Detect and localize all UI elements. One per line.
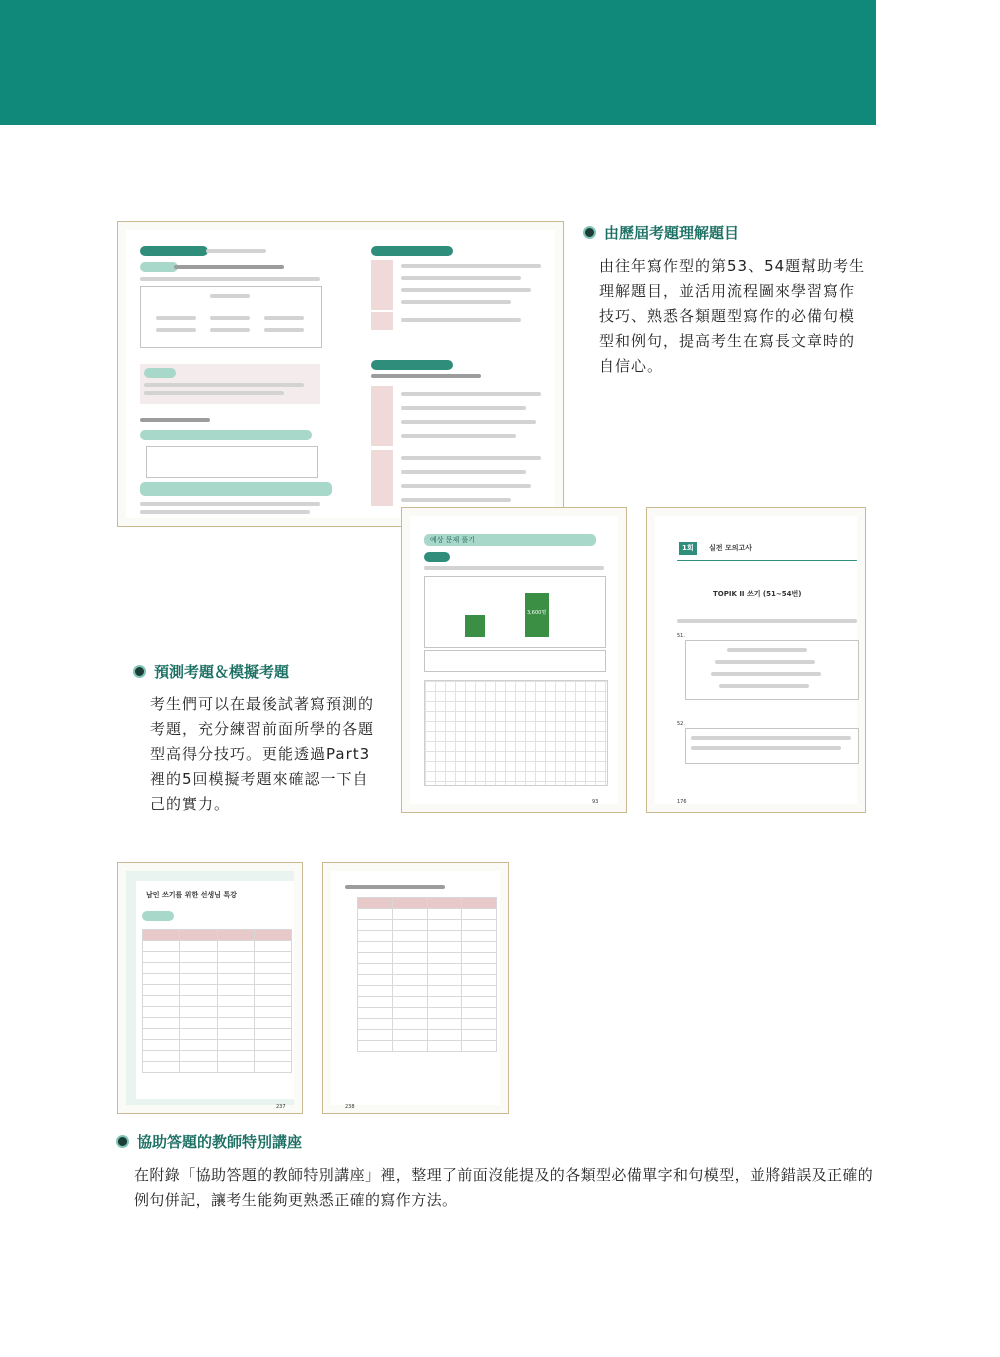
prediction-page-thumbnail: 예상 문제 풀기 3,600명 93 (401, 507, 627, 813)
lecture-heading: 協助答題的教師特別講座 (116, 1131, 302, 1152)
bullet-icon (133, 665, 146, 678)
prediction-title: 예상 문제 풀기 (424, 534, 596, 546)
bullet-icon (116, 1135, 129, 1148)
bullet-icon (583, 226, 596, 239)
past-exam-heading: 由歷屆考題理解題目 (583, 222, 739, 243)
bar-chart: 3,600명 (424, 576, 606, 648)
predict-body: 考生們可以在最後試著寫預測的考題，充分練習前面所學的各題型高得分技巧。更能透過Part3裡的5回模擬考題來確認一下自己的實力。 (150, 695, 375, 813)
answer-grid (424, 680, 608, 786)
lecture-left-page-thumbnail: 남인 쓰기를 위한 선생님 특강 237 (117, 862, 303, 1114)
predict-heading: 預測考題＆模擬考題 (133, 661, 289, 682)
lecture-right-page-thumbnail: 238 (322, 862, 509, 1114)
past-exam-body: 由往年寫作型的第53、54題幫助考生理解題目，並活用流程圖來學習寫作技巧、熟悉各類題型寫作的必備句模型和例句，提高考生在寫長文章時的自信心。 (599, 257, 866, 375)
section-tag (140, 246, 208, 256)
vocab-table (142, 929, 292, 1073)
past-exam-spread-thumbnail (117, 221, 564, 527)
header-banner (0, 0, 876, 125)
lecture-body: 在附錄「協助答題的教師特別講座」裡，整理了前面沒能提及的各類型必備單字和句模型，並將錯誤及正確的例句併記，讓考生能夠更熟悉正確的寫作方法。 (134, 1166, 874, 1209)
vocab-table (357, 897, 497, 1052)
mock-exam-page-thumbnail: 1회 실전 모의고사 TOPIK II 쓰기 (51~54번) 51. 52. 176 (646, 507, 866, 813)
